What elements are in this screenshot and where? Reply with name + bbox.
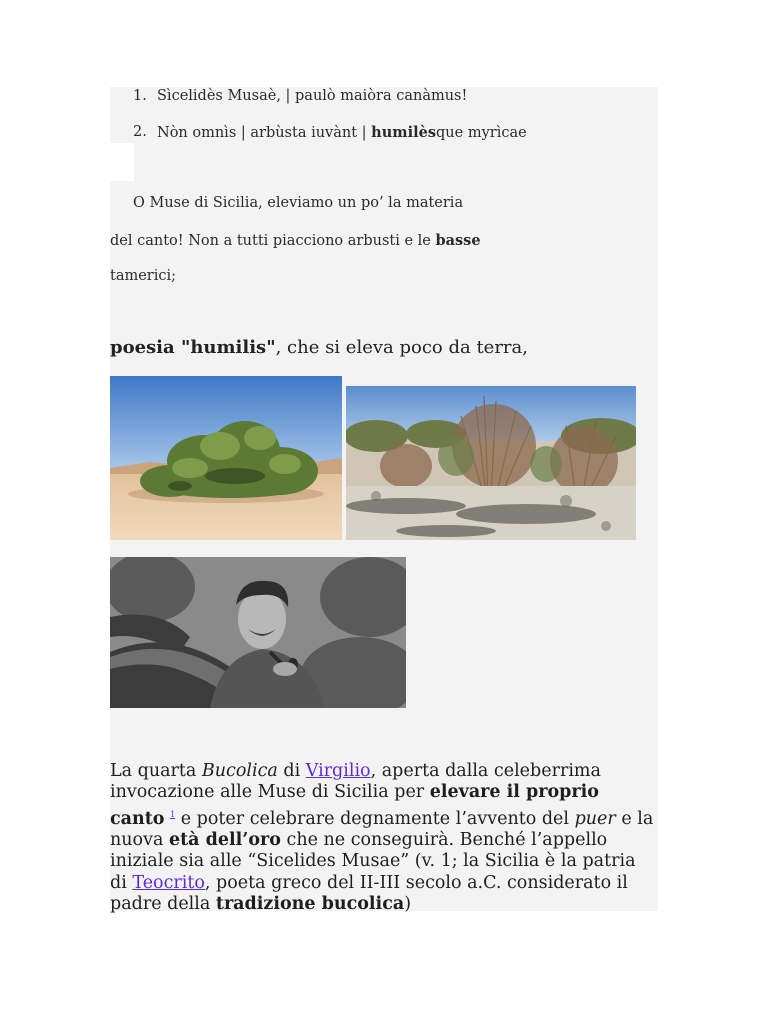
tamarisk-shrubs-photo [346, 386, 636, 540]
text: padre della [110, 894, 216, 915]
translation-line-1: O Muse di Sicilia, eleviamo un po’ la materia [133, 195, 464, 211]
teocrito-link[interactable]: Teocrito [132, 872, 205, 893]
paragraph-line [110, 873, 650, 894]
bucolica-paragraph [110, 761, 654, 916]
bold-text: età dell’oro [168, 830, 281, 851]
paragraph-line [110, 782, 650, 803]
text: di [277, 761, 306, 781]
verse-text: Sìcelidès Musaè, | paulò maiòra canàmus! [157, 88, 468, 104]
translation-text: del canto! Non a tutti piacciono arbusti e le [110, 233, 436, 249]
verse-line-2 [157, 124, 527, 141]
verse-text-end: que myrìcae [436, 125, 527, 141]
footnote-link[interactable]: 1 [170, 809, 176, 819]
text: che ne conseguirà. Benché l’appello [280, 830, 608, 851]
bold-text: elevare il proprio [429, 782, 599, 803]
virgilio-link[interactable]: Virgilio [305, 761, 371, 781]
text: La quarta [110, 761, 202, 781]
verse-text: Nòn omnìs | arbùsta iuvànt | [157, 125, 372, 141]
translation-line-3: tamerici; [110, 268, 177, 284]
text: invocazione alle Muse di Sicilia per [110, 782, 430, 803]
italic-word: puer [574, 808, 616, 829]
text: , poeta greco del II-III secolo a.C. considerato il [204, 872, 628, 893]
verse-line-1 [157, 88, 467, 104]
desert-shrub-photo [110, 376, 342, 540]
bold-text: tradizione bucolica [215, 894, 405, 915]
paragraph-line: iniziale sia alle “Sicelides Musae” (v. 1; la Sicilia è la patria [110, 851, 636, 872]
paragraph-line [110, 804, 654, 830]
paragraph-line [110, 830, 650, 851]
text: , aperta dalla celeberrima [370, 761, 601, 781]
bold-text: canto [110, 808, 165, 829]
italic-title: Bucolica [201, 761, 278, 781]
man-with-pipe-portrait-photo [110, 557, 406, 708]
verse-bold-word: humilès [371, 124, 437, 141]
humilis-heading [110, 337, 528, 358]
text: e la [615, 808, 654, 829]
page-background-notch [110, 143, 134, 181]
text: di [110, 872, 133, 893]
text: ) [404, 894, 412, 915]
humilis-bold: poesia "humilis" [110, 337, 276, 358]
translation-line-2 [110, 232, 481, 249]
paragraph-line [110, 761, 650, 782]
paragraph-line [110, 894, 650, 915]
text: nuova [110, 830, 169, 851]
translation-bold-word: basse [435, 232, 481, 249]
text: e poter celebrare degnamente l’avvento del [175, 808, 575, 829]
humilis-rest: , che si eleva poco da terra, [275, 337, 528, 358]
verse-number: 2. [133, 124, 147, 140]
verse-number: 1. [133, 88, 147, 104]
